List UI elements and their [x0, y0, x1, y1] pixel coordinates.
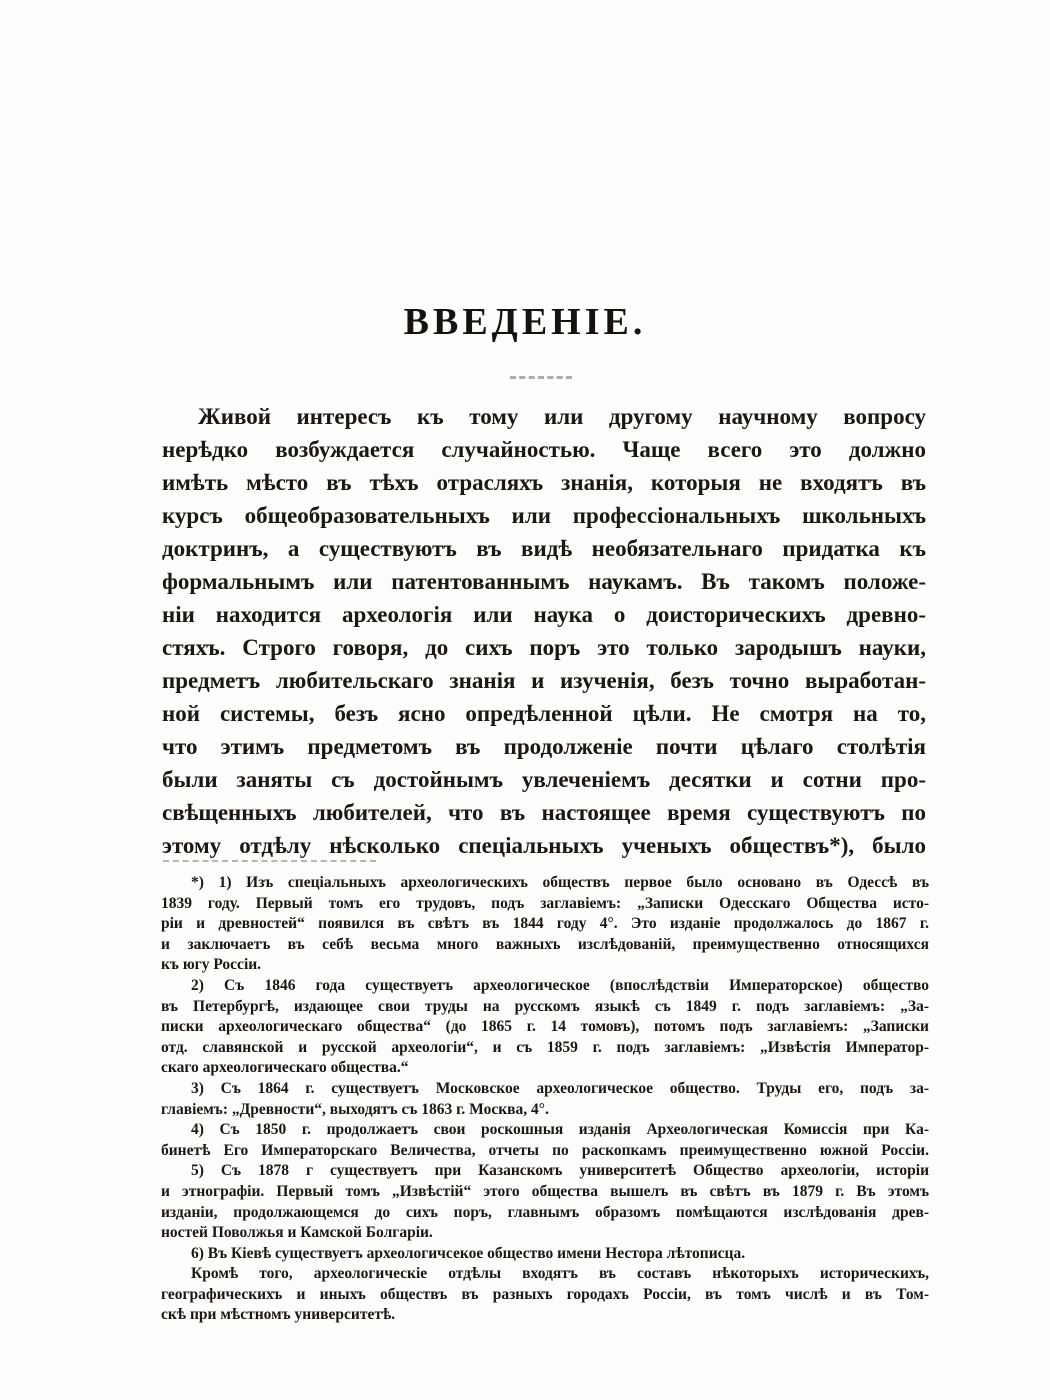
page-title: ВВЕДЕНІЕ.: [403, 301, 647, 343]
footnote-line: 2) Съ 1846 года существуетъ археологическое (впослѣдствіи Императорское) общество: [191, 976, 929, 994]
footnote-line: скаго археологическаго общества.“: [161, 1059, 409, 1077]
footnote-line: 4) Съ 1850 г. продолжаетъ свои роскошныя изданія Археологическая Комиссія при Ка-: [191, 1121, 929, 1139]
footnote-line: Кромѣ того, археологическіе отдѣлы входятъ въ составъ нѣкоторыхъ историческихъ,: [191, 1265, 929, 1283]
title-ornament-dash: [510, 376, 572, 379]
body-line: доктринъ, а существуютъ въ видѣ необязательнаго придатка къ: [162, 536, 926, 561]
footnote-line: ріи и древностей“ появился въ свѣтъ въ 1844 году 4°. Это изданіе продолжалось до 1867 г.: [161, 915, 929, 933]
body-line: формальнымъ или патентованнымъ наукамъ. Въ такомъ положе-: [162, 569, 926, 594]
body-paragraph: [162, 400, 926, 862]
footnote-line: 3) Съ 1864 г. существуетъ Московское археологическое общество. Труды его, подъ за-: [191, 1079, 929, 1097]
body-line: ной системы, безъ ясно опредѣленной цѣли. Не смотря на то,: [162, 701, 926, 726]
body-line: имѣть мѣсто въ тѣхъ отрасляхъ знанія, которыя не входятъ въ: [162, 470, 926, 495]
footnote-line: изданіи, продолжающемся до сихъ поръ, главнымъ образомъ помѣщаются изслѣдованія древ-: [161, 1203, 929, 1221]
footnote-line: 5) Съ 1878 г существуетъ при Казанскомъ университетѣ Общество археологіи, исторіи: [191, 1162, 929, 1180]
footnote-line: и заключаетъ въ себѣ весьма много важныхъ изслѣдованій, преимущественно относящихся: [161, 935, 929, 953]
footnote-line: скѣ при мѣстномъ университетѣ.: [161, 1306, 396, 1324]
footnote-line: географическихъ и иныхъ обществъ въ разныхъ городахъ Россіи, въ томъ числѣ и въ Том-: [161, 1285, 929, 1303]
footnotes-block: [161, 873, 929, 1326]
body-line: нерѣдко возбуждается случайностью. Чаще всего это должно: [162, 437, 926, 462]
body-line: свѣщенныхъ любителей, что въ настоящее время существуютъ по: [162, 800, 926, 825]
footnote-line: къ югу Россіи.: [161, 956, 262, 974]
body-line: Живой интересъ къ тому или другому научному вопросу: [198, 404, 926, 429]
footnote-line: *) 1) Изъ спеціальныхъ археологическихъ обществъ первое было основано въ Одессѣ въ: [191, 874, 929, 891]
footnote-line: ностей Поволжья и Камской Болгаріи.: [161, 1224, 433, 1242]
body-line: стяхъ. Строго говоря, до сихъ поръ это только зародышъ науки,: [162, 635, 926, 660]
body-line: были заняты съ достойнымъ увлеченіемъ десятки и сотни про-: [162, 767, 926, 792]
footnote-line: и этнографіи. Первый томъ „Извѣстій“ этого общества вышелъ въ свѣтъ въ 1879 г. Въ этомъ: [161, 1182, 929, 1200]
footnote-line: 6) Въ Кіевѣ существуетъ археологичсекое общество имени Нестора лѣтописца.: [191, 1244, 746, 1262]
footnote-line: 1839 году. Первый томъ его трудовъ, подъ заглавіемъ: „Записки Одесскаго Общества исто-: [161, 894, 929, 912]
body-line: этому отдѣлу нѣсколько спеціальныхъ ученыхъ обществъ*), было: [162, 833, 926, 858]
footnote-line: бинетѣ Его Императорскаго Величества, отчеты по раскопкамъ преимущественно южной Россіи.: [161, 1141, 929, 1159]
footnote-line: главіемъ: „Древности“, выходятъ съ 1863 г. Москва, 4°.: [161, 1100, 549, 1118]
body-line: что этимъ предметомъ въ продолженіе почти цѣлаго столѣтія: [162, 734, 926, 759]
body-line: предметъ любительскаго знанія и изученія, безъ точно выработан-: [162, 668, 926, 693]
footnote-line: отд. славянской и русской археологіи“, и съ 1859 г. подъ заглавіемъ: „Извѣстія Император-: [161, 1038, 929, 1056]
footnote-line: писки археологическаго общества“ (до 1865 г. 14 томовъ), потомъ подъ заглавіемъ: „Записки: [161, 1018, 929, 1036]
footnote-separator: [163, 860, 376, 862]
body-line: курсъ общеобразовательныхъ или профессіональныхъ школьныхъ: [162, 503, 926, 528]
footnote-line: въ Петербургѣ, издающее свои труды на русскомъ языкѣ съ 1849 г. подъ заглавіемъ: „За-: [161, 997, 929, 1015]
body-line: ніи находится археологія или наука о доисторическихъ древно-: [162, 602, 926, 627]
